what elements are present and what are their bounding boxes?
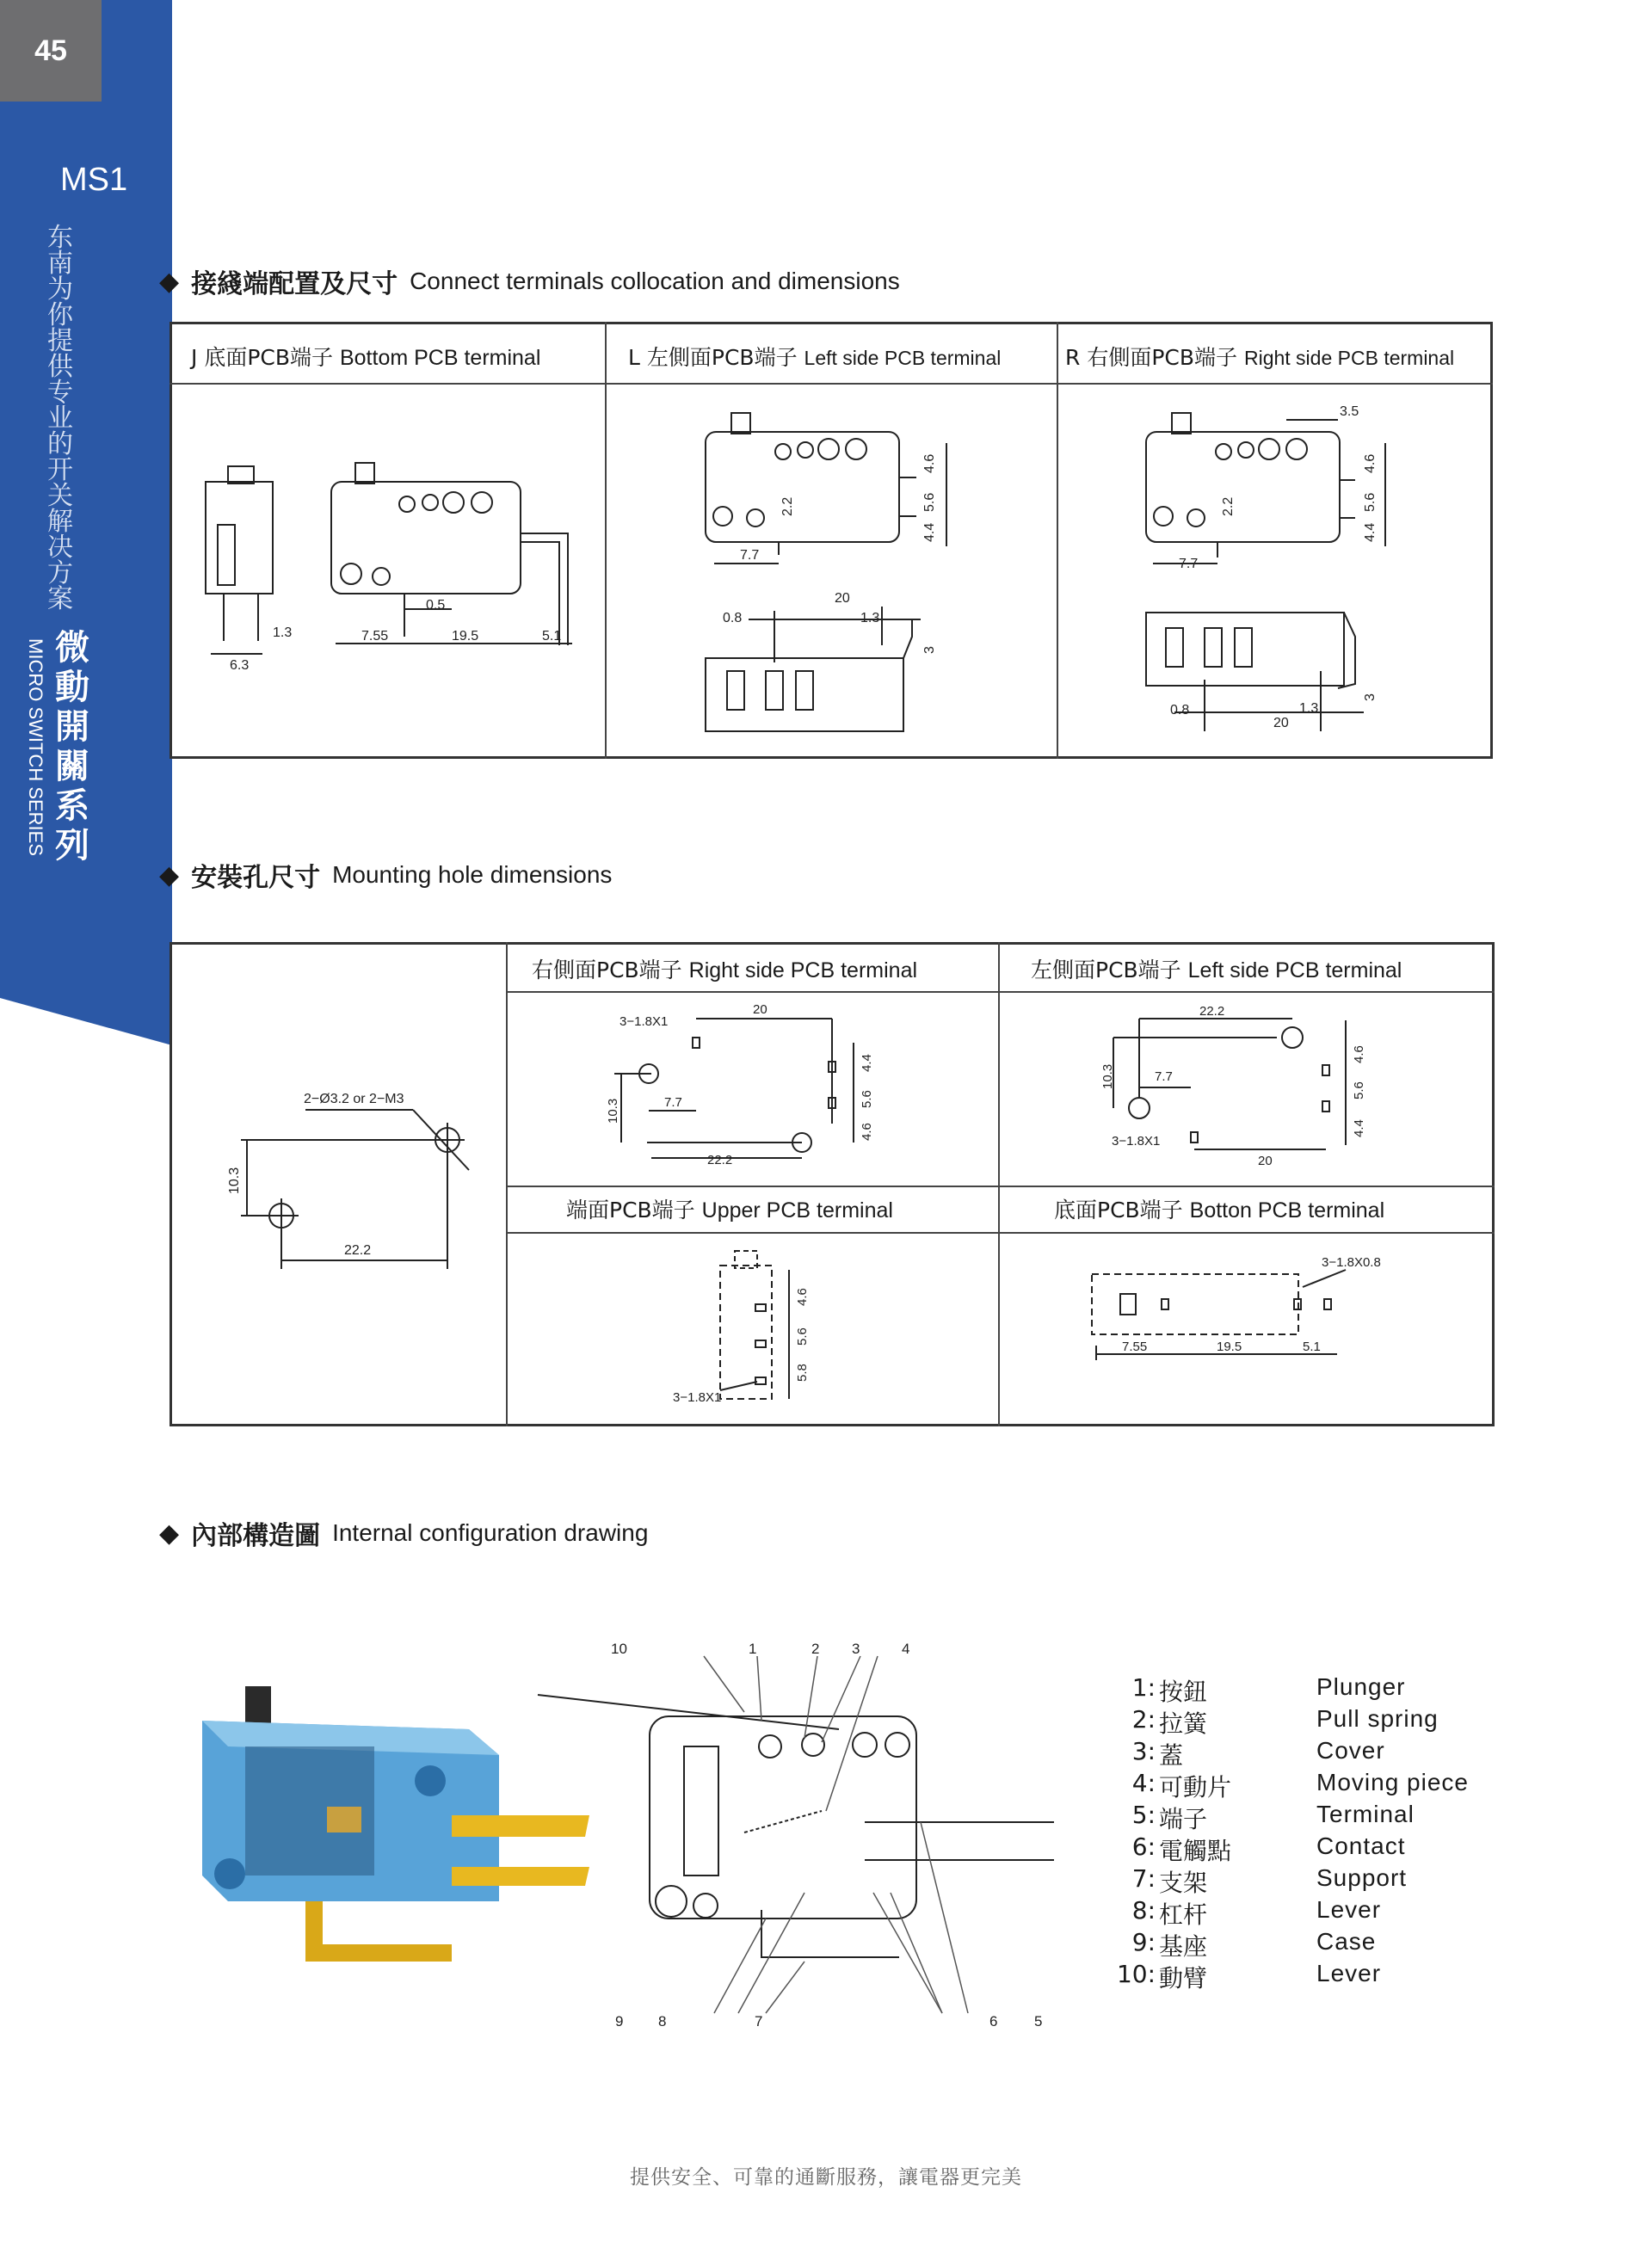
dim-label: 2−Ø3.2 or 2−M3 xyxy=(304,1092,404,1106)
header-l: L 左側面PCB端子 Left side PCB terminal xyxy=(628,345,1002,370)
dim-label: 4.6 xyxy=(1363,453,1378,473)
dim-label: 10.3 xyxy=(1100,1063,1115,1089)
diamond-bullet-icon: ◆ xyxy=(159,1518,180,1549)
legend-item: 4: 可動片 Moving piece xyxy=(1131,1769,1469,1802)
dim-label: 5.6 xyxy=(922,492,937,512)
dim-label: 7.55 xyxy=(361,629,389,644)
dim-label: 3−1.8X0.8 xyxy=(1322,1255,1381,1270)
mounting-right-drawing xyxy=(509,995,996,1184)
dim-label: 4.6 xyxy=(922,453,937,473)
header-left-side: 左側面PCB端子 Left side PCB terminal xyxy=(1031,958,1402,982)
sidebar-tagline: 东南为你提供专业的开关解决方案 xyxy=(47,223,73,614)
callout-number: 10 xyxy=(611,1641,627,1657)
dim-label: 3−1.8X1 xyxy=(620,1014,669,1029)
dim-label: 5.1 xyxy=(542,629,562,644)
dim-label: 3−1.8X1 xyxy=(673,1390,722,1405)
footer-slogan: 提供安全、可靠的通斷服務，讓電器更完美 xyxy=(630,2166,1022,2189)
dim-label: 22.2 xyxy=(344,1243,372,1258)
section-title-terminals xyxy=(159,262,900,300)
section-title-en: Mounting hole dimensions xyxy=(332,861,613,888)
header-r: R 右側面PCB端子 Right side PCB terminal xyxy=(1065,345,1455,370)
dim-label: 10.3 xyxy=(606,1098,620,1124)
dim-label: 5.6 xyxy=(860,1090,874,1108)
dim-label: 7.7 xyxy=(1155,1069,1173,1084)
header-j: J 底面PCB端子 Bottom PCB terminal xyxy=(191,345,541,370)
legend-item: 2: 拉簧 Pull spring xyxy=(1131,1705,1439,1738)
legend-item: 5: 端子 Terminal xyxy=(1131,1801,1415,1833)
dim-label: 0.5 xyxy=(426,598,446,613)
legend-item: 7: 支架 Support xyxy=(1131,1864,1408,1897)
dim-label: 19.5 xyxy=(452,629,479,644)
dim-label: 4.4 xyxy=(1363,522,1378,542)
r-terminal-drawing xyxy=(1063,387,1489,755)
dim-label: 19.5 xyxy=(1217,1340,1242,1354)
legend-item: 9: 基座 Case xyxy=(1131,1928,1377,1961)
legend-item: 6: 電觸點 Contact xyxy=(1131,1832,1406,1865)
section-title-internal xyxy=(159,1514,648,1552)
callout-number: 2 xyxy=(811,1641,820,1657)
dim-label: 4.4 xyxy=(860,1054,874,1072)
mounting-main-drawing xyxy=(176,998,503,1420)
table-divider xyxy=(506,1232,1495,1234)
callout-number: 4 xyxy=(902,1641,910,1657)
dim-label: 7.55 xyxy=(1122,1340,1148,1354)
dim-label: 22.2 xyxy=(1199,1004,1225,1019)
dim-label: 3 xyxy=(1363,693,1378,701)
dim-label: 0.8 xyxy=(1170,703,1190,718)
sidebar-background xyxy=(0,0,172,1045)
sidebar-series-en: MICRO SWITCH SERIES xyxy=(25,638,46,857)
dim-label: 5.6 xyxy=(1363,492,1378,512)
callout-number: 8 xyxy=(658,2013,667,2030)
series-code: MS1 xyxy=(60,162,128,198)
section-title-en: Internal configuration drawing xyxy=(332,1519,649,1546)
table-divider xyxy=(506,942,508,1426)
dim-label: 1.3 xyxy=(860,611,880,625)
table-divider xyxy=(998,942,1000,1426)
dim-label: 4.4 xyxy=(1352,1119,1366,1137)
dim-label: 5.6 xyxy=(1352,1081,1366,1099)
callout-number: 1 xyxy=(749,1641,757,1657)
section-title-en: Connect terminals collocation and dimensions xyxy=(410,268,900,294)
dim-label: 3−1.8X1 xyxy=(1112,1134,1161,1149)
section-title-mounting xyxy=(159,856,612,894)
dim-label: 22.2 xyxy=(707,1153,733,1167)
legend-item: 3: 蓋 Cover xyxy=(1131,1737,1385,1770)
dim-label: 2.2 xyxy=(1221,496,1236,516)
dim-label: 10.3 xyxy=(227,1167,242,1194)
section-title-cn: 內部構造圖 xyxy=(191,1521,321,1551)
dim-label: 4.6 xyxy=(795,1288,810,1306)
internal-config-drawing xyxy=(529,1635,1063,2030)
callout-number: 5 xyxy=(1034,2013,1043,2030)
legend-item: 10: 動臂 Lever xyxy=(1116,1960,1382,1993)
callout-number: 3 xyxy=(852,1641,860,1657)
table-divider xyxy=(506,1186,1495,1187)
dim-label: 7.7 xyxy=(1179,557,1199,571)
dim-label: 0.8 xyxy=(723,611,743,625)
section-title-cn: 接綫端配置及尺寸 xyxy=(191,269,398,299)
dim-label: 4.4 xyxy=(922,522,937,542)
mounting-upper-drawing xyxy=(509,1235,996,1423)
legend-item: 8: 杠杆 Lever xyxy=(1131,1896,1382,1929)
j-terminal-drawing xyxy=(176,387,602,755)
dim-label: 6.3 xyxy=(230,658,250,673)
callout-number: 6 xyxy=(989,2013,998,2030)
section-title-cn: 安裝孔尺寸 xyxy=(191,863,321,893)
table-divider xyxy=(170,383,1493,385)
dim-label: 20 xyxy=(835,591,850,606)
dim-label: 1.3 xyxy=(273,625,293,640)
header-right-side: 右側面PCB端子 Right side PCB terminal xyxy=(532,958,918,982)
page-number: 45 xyxy=(0,0,102,102)
l-terminal-drawing xyxy=(611,387,1054,755)
dim-label: 7.7 xyxy=(664,1095,682,1110)
dim-label: 5.8 xyxy=(795,1364,810,1382)
dim-label: 4.6 xyxy=(1352,1045,1366,1063)
sidebar-series-cn: 微動開關系列 xyxy=(55,628,89,865)
diamond-bullet-icon: ◆ xyxy=(159,859,180,890)
sidebar xyxy=(0,0,172,1045)
dim-label: 4.6 xyxy=(860,1123,874,1141)
dim-label: 5.6 xyxy=(795,1327,810,1346)
legend-item: 1: 按鈕 Plunger xyxy=(1131,1673,1406,1706)
dim-label: 7.7 xyxy=(740,548,760,563)
table-divider xyxy=(1057,322,1058,759)
diamond-bullet-icon: ◆ xyxy=(159,266,180,297)
header-bottom: 底面PCB端子 Botton PCB terminal xyxy=(1054,1198,1385,1223)
table-divider xyxy=(605,322,607,759)
dim-label: 3 xyxy=(922,646,937,654)
dim-label: 5.1 xyxy=(1303,1340,1321,1354)
dim-label: 20 xyxy=(753,1002,767,1017)
table-divider xyxy=(506,991,1495,993)
header-upper: 端面PCB端子 Upper PCB terminal xyxy=(566,1198,893,1223)
callout-number: 7 xyxy=(755,2013,763,2030)
dim-label: 20 xyxy=(1273,716,1289,730)
mounting-left-drawing xyxy=(1002,995,1492,1184)
dim-label: 20 xyxy=(1258,1154,1273,1168)
mounting-bottom-drawing xyxy=(1002,1235,1492,1423)
dim-label: 3.5 xyxy=(1340,404,1359,419)
dim-label: 1.3 xyxy=(1299,701,1319,716)
callout-number: 9 xyxy=(615,2013,624,2030)
dim-label: 2.2 xyxy=(780,496,795,516)
